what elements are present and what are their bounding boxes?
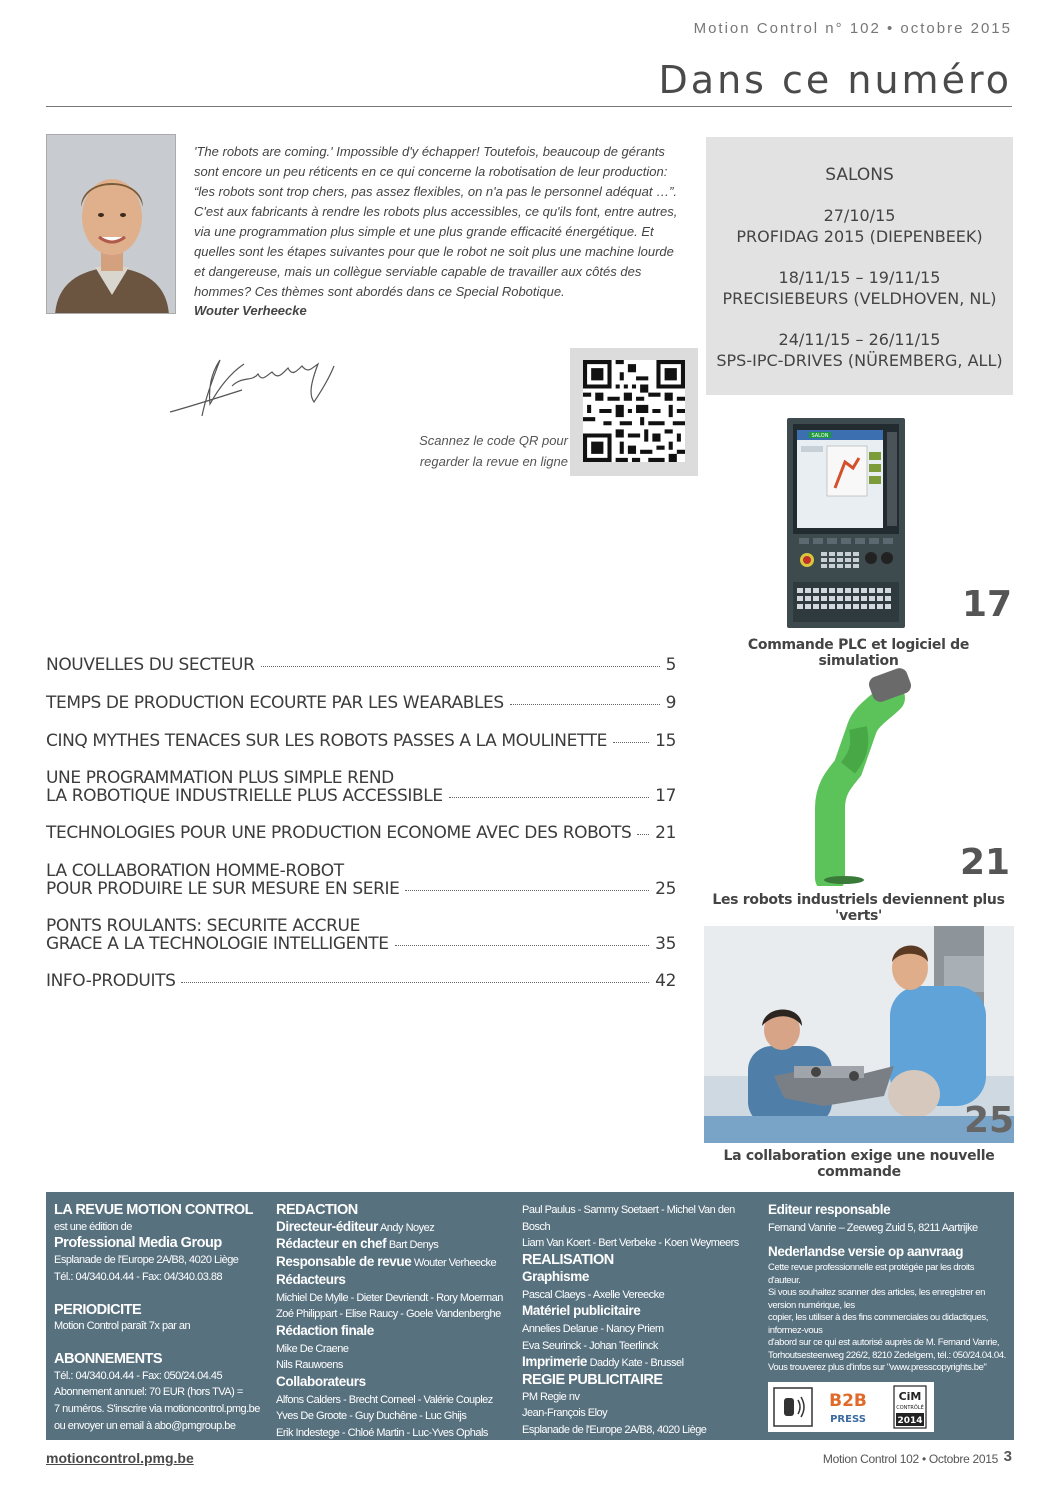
toc-page-number: 21 — [655, 823, 676, 843]
materiel-label: Matériel publicitaire — [522, 1303, 641, 1319]
toc-title: GRACE A LA TECHNOLOGIE INTELLIGENTE — [46, 934, 389, 954]
toc-page-number: 9 — [665, 693, 676, 713]
toc-item[interactable] — [46, 824, 676, 842]
editor-portrait-image — [47, 135, 176, 314]
editeur-text: Fernand Vanrie – Zeeweg Zuid 5, 8211 Aartrijke — [768, 1221, 978, 1234]
cim-year: 2014 — [897, 1416, 923, 1426]
salon-event — [706, 329, 1013, 371]
toc-page-number: 15 — [655, 731, 676, 751]
regie-address: Esplanade de l'Europe 2A/B8, 4020 Liège — [522, 1424, 707, 1437]
masthead-col-publisher — [54, 1202, 274, 1434]
salon-event — [706, 205, 1013, 247]
collaborateurs-label: Collaborateurs — [276, 1374, 366, 1390]
periodicite-title: PERIODICITE — [54, 1301, 142, 1318]
salon-date: 27/10/15 — [823, 206, 896, 225]
collaborateurs-names: Erik Indestege - Chloé Martin - Luc-Yves Ophals — [276, 1427, 488, 1440]
nl-version-title: Nederlandse versie op aanvraag — [768, 1244, 964, 1260]
toc-title-line1: LA COLLABORATION HOMME-ROBOT — [46, 861, 344, 881]
collaborateurs-names: Yves De Groote - Guy Duchêne - Luc Ghijs — [276, 1410, 467, 1423]
legal-notice-line: Cette revue professionnelle est protégée par les droits d'auteur. — [768, 1262, 975, 1286]
salon-date: 24/11/15 – 26/11/15 — [778, 330, 941, 349]
qr-caption-line1: Scannez le code QR pour — [419, 433, 568, 448]
cim-controle-text: CONTRÔLÉ — [896, 1405, 924, 1411]
footer-page-number: 3 — [1003, 1448, 1012, 1465]
redacteurs-names: Michiel De Mylle - Dieter Devriendt - Rory Moerman — [276, 1291, 503, 1304]
toc-page-number: 35 — [655, 934, 676, 954]
toc-title: TECHNOLOGIES POUR UNE PRODUCTION ECONOME AVEC DES ROBOTS — [46, 823, 632, 843]
periodicite-text: Motion Control paraît 7x par an — [54, 1320, 191, 1333]
regie-title: REGIE PUBLICITAIRE — [522, 1372, 663, 1389]
toc-leader-dots — [181, 982, 649, 983]
b2b-text: B2B — [829, 1391, 867, 1411]
revue-title: LA REVUE MOTION CONTROL — [54, 1202, 254, 1218]
redacteurs-label: Rédacteurs — [276, 1271, 346, 1287]
b2b-press-logo — [829, 1391, 867, 1425]
publisher-address: Esplanade de l'Europe 2A/B8, 4020 Liège — [54, 1254, 239, 1267]
plc-control-panel-image — [787, 418, 905, 628]
salon-name: SPS-IPC-DRIVES (NÜREMBERG, ALL) — [716, 351, 1003, 370]
editorial-text: 'The robots are coming.' Impossible d'y échapper! Toutefois, beaucoup de gérants sont encore un peu réticents en ce qui concerne la robotisation de leur production: “les robots sont trop chers, pas assez flexibles, on n'a pas le personnel adéquat …”. C'est aux fabricants à rendre les robots plus accessibles, ce qu'ils font, entre autres, via une programmation plus simple et une plus grande efficacité énergétique. Et quelles sont les étapes suivantes pour que le robot ne soit plus une machine lourde et dangereuse, mais un collègue serviable capable de travailler aux côtés des hommes? Ces thèmes sont abordés dans ce Special Robotique. — [194, 144, 678, 299]
toc-item[interactable] — [46, 694, 676, 712]
qr-caption — [380, 430, 568, 472]
toc-item[interactable] — [46, 732, 676, 750]
editor-portrait — [46, 134, 176, 314]
editor-signature — [162, 346, 342, 424]
regie-person: Jean-François Eloy — [522, 1407, 608, 1420]
toc-title: NOUVELLES DU SECTEUR — [46, 655, 255, 675]
collaborateurs-names: Alfons Calders - Brecht Corneel - Valérie Couplez — [276, 1393, 493, 1406]
redacteurs-names: Zoé Philippart - Elise Raucy - Goele Vandenberghe — [276, 1308, 501, 1321]
realisation-title: REALISATION — [522, 1252, 614, 1269]
legal-notice-line: d'abord sur ce qui est autorisé auprès de M. Fernand Vanrie, — [768, 1337, 1000, 1349]
materiel-names: Eva Seurinck - Johan Teerlinck — [522, 1339, 658, 1352]
redaction-title: REDACTION — [276, 1202, 358, 1218]
salons-box — [706, 137, 1013, 395]
editorial-author: Wouter Verheecke — [194, 303, 307, 318]
imprimerie-label: Imprimerie — [522, 1354, 588, 1370]
regie-phone: Tél.: 04/340.04.44 – Fax: 04/340.03.88 — [522, 1440, 693, 1453]
abo-email: ou envoyer un email à abo@pmgroup.be — [54, 1419, 236, 1432]
feature-caption: La collaboration exige une nouvelle commande — [723, 1148, 995, 1180]
press-copyright-icon — [774, 1388, 812, 1426]
cim-logo — [894, 1386, 926, 1428]
graphisme-names: Pascal Claeys - Axelle Vereecke — [522, 1288, 665, 1301]
salon-name: PROFIDAG 2015 (DIEPENBEEK) — [736, 227, 983, 246]
legal-notice-line: Si vous souhaitez scanner des articles, les enregistrer en version numérique, les — [768, 1287, 986, 1311]
toc-leader-dots — [613, 742, 649, 743]
feature-page-number: 17 — [962, 584, 1013, 625]
imprimerie-name: Daddy Kate - Brussel — [589, 1357, 684, 1370]
feature-page-number: 25 — [964, 1100, 1015, 1141]
toc-leader-dots — [449, 797, 649, 798]
toc-title: LA ROBOTIQUE INDUSTRIELLE PLUS ACCESSIBLE — [46, 786, 443, 806]
responsable-name: Wouter Verheecke — [413, 1257, 497, 1270]
issue-line: Motion Control n° 102 • octobre 2015 — [693, 20, 1012, 37]
toc-item[interactable] — [46, 972, 676, 990]
legal-notice-line: copier, les utiliser à des fins commerciales ou didactiques, informez-vous — [768, 1312, 988, 1336]
edition-of: est une édition de — [54, 1220, 132, 1233]
toc-leader-dots — [510, 704, 660, 705]
green-robot-image — [800, 668, 915, 886]
collaborateurs-names: Paul Paulus - Sammy Soetaert - Michel Van den Bosch — [522, 1204, 735, 1233]
toc-leader-dots — [261, 666, 660, 667]
feature-caption: Les robots industriels deviennent plus 'verts' — [712, 892, 1005, 924]
redacteur-chef-name: Bart Denys — [388, 1239, 439, 1252]
masthead-col-editeur — [768, 1202, 1008, 1375]
toc-leader-dots — [395, 945, 650, 946]
toc-title: POUR PRODUIRE LE SUR MESURE EN SERIE — [46, 879, 400, 899]
directeur-name: Andy Noyez — [379, 1221, 435, 1234]
toc-title: TEMPS DE PRODUCTION ECOURTE PAR LES WEARABLES — [46, 693, 504, 713]
graphisme-label: Graphisme — [522, 1268, 589, 1284]
press-text: PRESS — [830, 1414, 866, 1425]
publisher-name: Professional Media Group — [54, 1235, 222, 1252]
salon-date: 18/11/15 – 19/11/15 — [778, 268, 941, 287]
toc-item[interactable] — [46, 769, 676, 805]
toc-page-number: 25 — [655, 879, 676, 899]
page-title: Dans ce numéro — [658, 58, 1012, 102]
regie-name: PM Regie nv — [522, 1390, 580, 1403]
editeur-title: Editeur responsable — [768, 1202, 891, 1217]
responsable-label: Responsable de revue — [276, 1254, 412, 1270]
masthead-col-realisation — [522, 1202, 762, 1456]
toc-page-number: 17 — [655, 786, 676, 806]
qr-code[interactable] — [583, 360, 685, 462]
materiel-names: Annelies Delarue - Nancy Priem — [522, 1322, 664, 1335]
toc-page-number: 5 — [665, 655, 676, 675]
salon-event — [706, 267, 1013, 309]
directeur-label: Directeur-éditeur — [276, 1218, 378, 1234]
redaction-finale-name: Mike De Craene — [276, 1342, 349, 1355]
redaction-finale-label: Rédaction finale — [276, 1322, 374, 1338]
toc-title: CINQ MYTHES TENACES SUR LES ROBOTS PASSES A LA MOULINETTE — [46, 731, 607, 751]
plc-screen-tab-label: SALON — [811, 433, 829, 439]
redacteur-chef-label: Rédacteur en chef — [276, 1236, 387, 1252]
toc-item[interactable] — [46, 656, 676, 674]
salons-title: SALONS — [825, 165, 894, 185]
cim-text: CiM — [898, 1390, 922, 1403]
abo-price: Abonnement annuel: 70 EUR (hors TVA) = — [54, 1386, 243, 1399]
publisher-phone: Tél.: 04/340.04.44 - Fax: 04/340.03.88 — [54, 1270, 223, 1283]
heading-rule — [46, 106, 1012, 107]
toc-title-line1: UNE PROGRAMMATION PLUS SIMPLE REND — [46, 768, 394, 788]
toc-page-number: 42 — [655, 971, 676, 991]
toc-item[interactable] — [46, 862, 676, 898]
toc-item[interactable] — [46, 917, 676, 953]
salon-name: PRECISIEBEURS (VELDHOVEN, NL) — [722, 289, 997, 308]
toc-title: INFO-PRODUITS — [46, 971, 176, 991]
footer-issue: Motion Control 102 • Octobre 2015 — [822, 1452, 998, 1466]
feature-page-number: 21 — [960, 842, 1011, 883]
collaborateurs-names: Liam Van Koert - Bert Verbeke - Koen Weymeers — [522, 1237, 739, 1250]
toc-leader-dots — [405, 890, 649, 891]
abo-phone: Tél.: 04/340.04.44 - Fax: 050/24.04.45 — [54, 1369, 223, 1382]
legal-notice-line: Vous trouverez plus d'infos sur "www.presscopyrights.be" — [768, 1362, 987, 1374]
qr-caption-line2: regarder la revue en ligne — [419, 454, 568, 469]
certification-logos — [768, 1382, 934, 1432]
toc-leader-dots — [637, 834, 649, 835]
footer-website-link[interactable]: motioncontrol.pmg.be — [46, 1450, 194, 1466]
abonnements-title: ABONNEMENTS — [54, 1350, 163, 1367]
redaction-finale-name: Nils Rauwoens — [276, 1359, 343, 1372]
legal-notice-line: Torhoutsesteenweg 226/2, 8210 Zedelgem, tél.: 050/24.04.04. — [768, 1349, 1006, 1361]
abo-numbers: 7 numéros. S'inscrire via motioncontrol.pmg.be — [54, 1403, 260, 1416]
feature-caption: Commande PLC et logiciel de simulation — [747, 637, 970, 669]
masthead-col-redaction — [276, 1202, 516, 1442]
toc-title-line1: PONTS ROULANTS: SECURITE ACCRUE — [46, 916, 360, 936]
